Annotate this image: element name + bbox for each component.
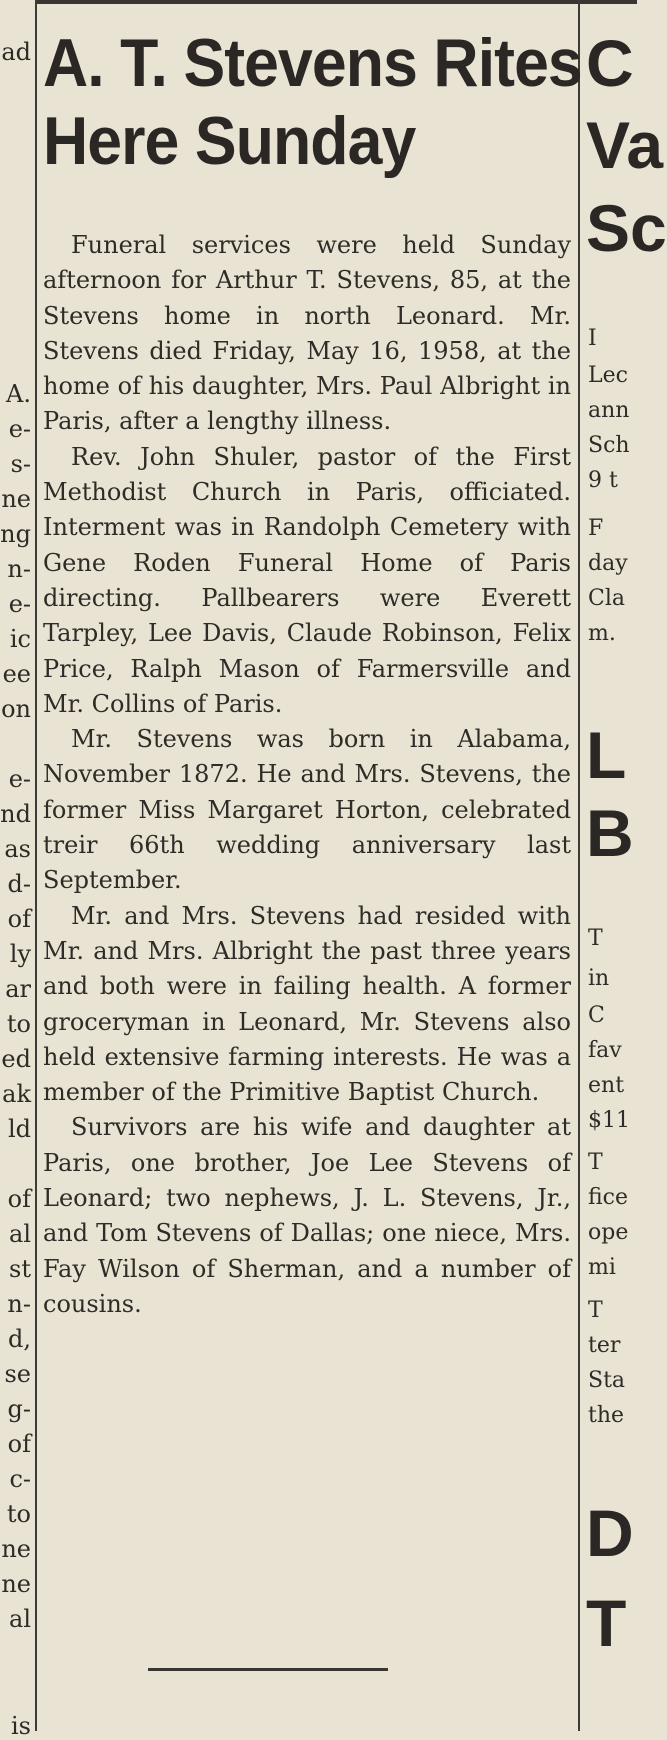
right-fragment: T [588, 1150, 603, 1175]
left-fragment: e- [8, 415, 31, 443]
article-headline [43, 24, 582, 180]
right-fragment: day [588, 551, 628, 576]
paragraph-officiant: Rev. John Shuler, pastor of the First Methodist Church in Paris, officiated. Interment was in Randolph Cemetery with Gene Roden Funeral Home of Paris directing. Pallbearers were Everett Tarpley, Lee Davis, Claude Robinson, Felix Price, Ralph Mason of Farmersville and Mr. Collins of Paris. [43, 442, 571, 718]
left-fragment: of [7, 905, 31, 933]
left-fragment: d, [8, 1325, 31, 1353]
right-fragment: I [588, 326, 597, 351]
left-fragment: ar [5, 975, 31, 1003]
end-rule [148, 1668, 388, 1671]
right-fragment: ann [588, 398, 630, 423]
right-fragment: the [588, 1403, 625, 1428]
left-fragment: ad [1, 38, 31, 66]
right-headline-fragment: C [586, 26, 634, 100]
left-fragment: ic [9, 625, 31, 653]
left-fragment: on [1, 695, 31, 723]
right-headline-fragment: Sc [586, 191, 667, 265]
left-fragment: to [6, 1010, 31, 1038]
paragraph-birth: Mr. Stevens was born in Alabama, November 1872. He and Mrs. Stevens, the former Miss Margaret Horton, celebrated treir 66th wedding anniversary last September. [43, 725, 571, 895]
right-fragment: mi [588, 1255, 616, 1280]
left-fragment: ld [7, 1115, 31, 1143]
right-fragment: Lec [588, 363, 628, 388]
right-fragment: ent [588, 1073, 625, 1098]
left-fragment: of [7, 1185, 31, 1213]
right-column-fragments [582, 0, 667, 1731]
right-fragment: Cla [588, 586, 625, 611]
right-fragment: $11 [588, 1108, 630, 1133]
left-fragment: st [9, 1255, 31, 1283]
left-fragment: al [9, 1605, 31, 1633]
left-fragment: s- [10, 450, 31, 478]
right-fragment: T [588, 926, 603, 951]
paragraph-survivors: Survivors are his wife and daughter at Paris, one brother, Joe Lee Stevens of Leonard; two nephews, J. L. Stevens, Jr., and Tom Stevens of Dallas; one niece, Mrs. Fay Wilson of Sherman, and a number of cousins. [43, 1113, 571, 1318]
left-fragment: ne [1, 1535, 31, 1563]
obituary-article [43, 24, 582, 1318]
right-fragment: fav [588, 1038, 622, 1063]
left-fragment: g- [7, 1395, 31, 1423]
left-fragment: n- [7, 1290, 31, 1318]
left-fragment: ne [1, 1570, 31, 1598]
right-headline-fragment: Va [586, 108, 664, 182]
left-fragment: ly [9, 940, 31, 968]
left-fragment: ed [1, 1045, 31, 1073]
left-fragment: c- [9, 1465, 31, 1493]
paragraph-services: Funeral services were held Sunday afternoon for Arthur T. Stevens, 85, at the Stevens home in north Leonard. Mr. Stevens died Friday, May 16, 1958, at the home of his daughter, Mrs. Paul Albright in Paris, after a lengthy illness. [43, 231, 571, 436]
right-fragment: F [588, 516, 604, 541]
top-rule [37, 0, 637, 4]
left-fragment: is [11, 1712, 31, 1740]
column-rule-right [578, 0, 580, 1731]
right-fragment: Sch [588, 433, 630, 458]
right-fragment: T [588, 1298, 603, 1323]
left-fragment: al [9, 1220, 31, 1248]
right-fragment: ter [588, 1333, 621, 1358]
right-headline-fragment: B [586, 796, 634, 870]
article-body [43, 228, 571, 1322]
left-fragment: d- [7, 870, 31, 898]
right-fragment: in [588, 966, 610, 991]
right-headline-fragment: T [586, 1586, 627, 1660]
right-headline-fragment: D [586, 1496, 634, 1570]
left-fragment: n- [7, 555, 31, 583]
headline-line-1: A. T. Stevens Rites [43, 25, 582, 101]
right-fragment: fice [588, 1185, 629, 1210]
right-fragment: 9 t [588, 468, 618, 493]
right-headline-fragment: L [586, 718, 627, 792]
left-fragment: as [4, 835, 31, 863]
headline-line-2: Here Sunday [43, 103, 416, 179]
left-column-fragments [0, 0, 33, 1740]
left-fragment: ng [0, 520, 31, 548]
right-fragment: Sta [588, 1368, 626, 1393]
left-fragment: ee [2, 660, 31, 688]
paragraph-residence: Mr. and Mrs. Stevens had resided with Mr. and Mrs. Albright the past three years and both were in failing health. A former groceryman in Leonard, Mr. Stevens also held extensive farming interests. He was a member of the Primitive Baptist Church. [43, 901, 571, 1107]
left-fragment: of [7, 1430, 31, 1458]
right-fragment: m. [588, 621, 616, 646]
left-fragment: se [4, 1360, 31, 1388]
left-fragment: e- [8, 765, 31, 793]
right-fragment: C [588, 1003, 605, 1028]
left-fragment: A. [6, 380, 31, 408]
left-fragment: ne [1, 485, 31, 513]
right-fragment: ope [588, 1220, 629, 1245]
column-rule-left [35, 0, 37, 1731]
left-fragment: e- [8, 590, 31, 618]
left-fragment: ak [2, 1080, 31, 1108]
left-fragment: to [6, 1500, 31, 1528]
left-fragment: nd [0, 800, 31, 828]
